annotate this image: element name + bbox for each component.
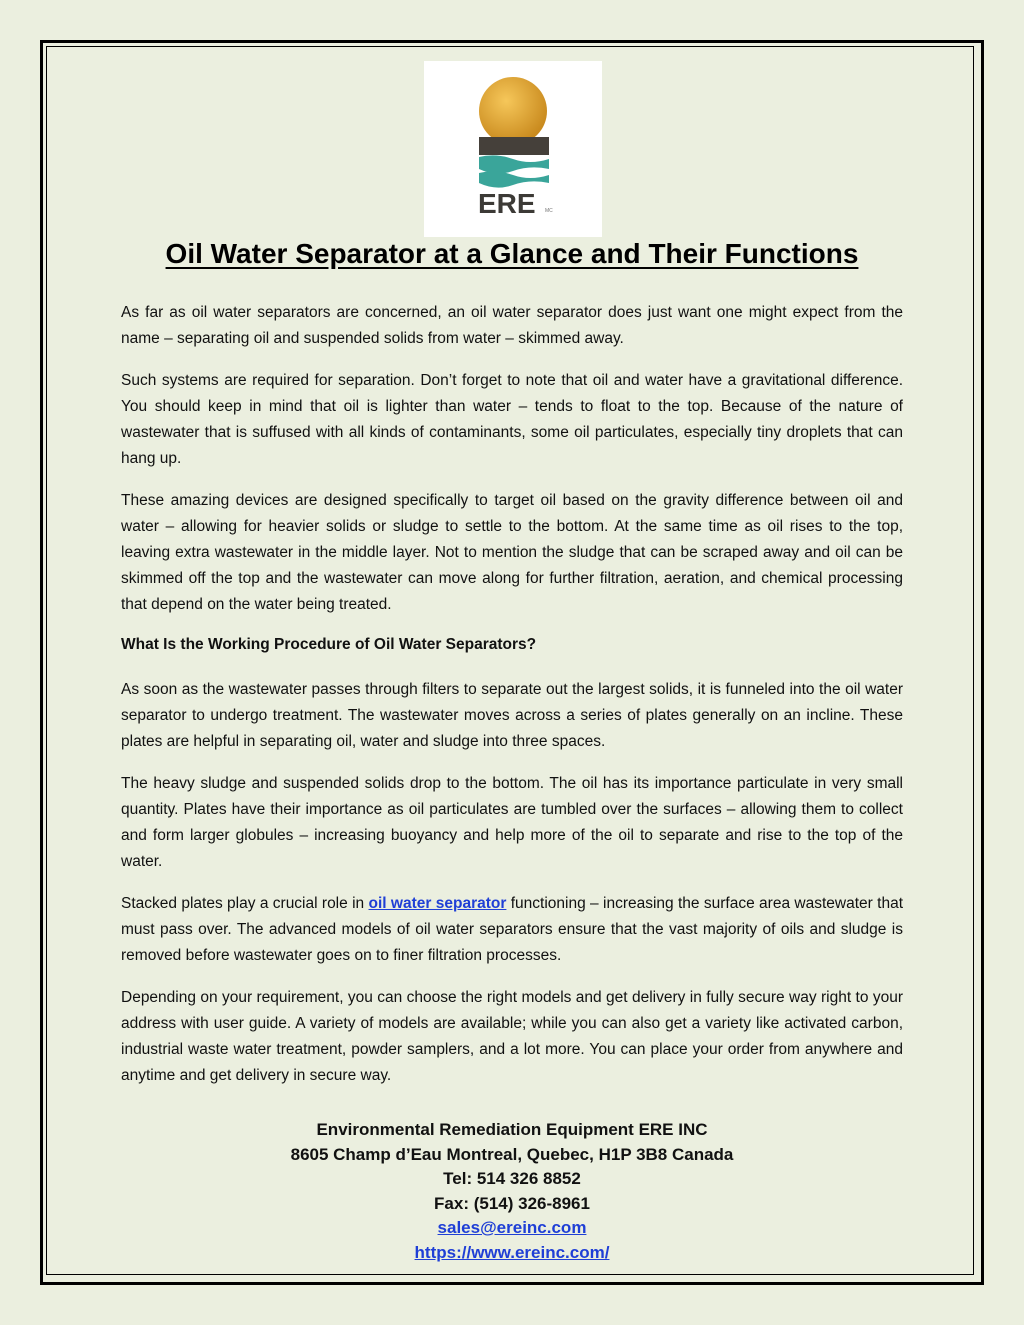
paragraph-6 [121,891,903,969]
fax: Fax: (514) 326-8961 [434,1193,590,1213]
paragraph-6-before: Stacked plates play a crucial role in [121,895,369,912]
ere-logo-icon [424,61,602,237]
company-name: Environmental Remediation Equipment ERE INC [316,1120,708,1139]
paragraph-4: As soon as the wastewater passes through filters to separate out the largest solids, it is funneled into the oil water separator to undergo treatment. The wastewater moves across a series of plates generally on an incline. These plates are helpful in separating oil, water and sludge into three spaces. [121,681,903,750]
oil-water-separator-link[interactable]: oil water separator [368,895,507,912]
paragraph-6-after: functioning – increasing the surface area wastewater that must pass over. The advanced models of oil water separators ensure that the vast majority of oils and sludge is removed before wastewater goes on to finer filtration processes. [121,895,904,964]
paragraph-5: The heavy sludge and suspended solids drop to the bottom. The oil has its importance particulate in very small quantity. Plates have their importance as oil particulates are tumbled over the surfaces – allowing them to collect and form larger globules – increasing buoyancy and help more of the oil to separate and rise to the top of the water. [121,775,903,870]
paragraph-1: As far as oil water separators are concerned, an oil water separator does just want one might expect from the name – separating oil and suspended solids from water – skimmed away. [121,304,903,347]
logo-mark: MC [545,208,553,214]
logo-text: ERE [478,188,536,219]
paragraph-7: Depending on your requirement, you can choose the right models and get delivery in fully secure way right to your address with user guide. A variety of models are available; while you can also get a variety like activated carbon, industrial waste water treatment, powder samplers, and a lot more. You can place your order from anywhere and anytime and get delivery in secure way. [121,989,903,1084]
page-title: Oil Water Separator at a Glance and Their Functions [165,238,859,269]
telephone: Tel: 514 326 8852 [443,1169,581,1188]
section-heading: What Is the Working Procedure of Oil Water Separators? [121,636,537,653]
contact-block [60,1118,964,1265]
address: 8605 Champ d’Eau Montreal, Quebec, H1P 3B8 Canada [290,1144,734,1164]
paragraph-2: Such systems are required for separation. Don’t forget to note that oil and water have a gravitational difference. You should keep in mind that oil is lighter than water – tends to float to the top. Because of the nature of wastewater that is suffused with all kinds of contaminants, some oil particulates, especially tiny droplets that can hang up. [121,372,903,467]
ere-logo [424,61,602,237]
email-link[interactable]: sales@ereinc.com [437,1218,587,1237]
website-link[interactable]: https://www.ereinc.com/ [414,1242,610,1262]
paragraph-3: These amazing devices are designed specifically to target oil based on the gravity difference between oil and water – allowing for heavier solids or sludge to settle to the bottom. At the same time as oil rises to the top, leaving extra wastewater in the middle layer. Not to mention the sludge that can be scraped away and oil can be skimmed off the top and the wastewater can move along for further filtration, aeration, and chemical processing that depend on the water being treated. [121,492,903,613]
